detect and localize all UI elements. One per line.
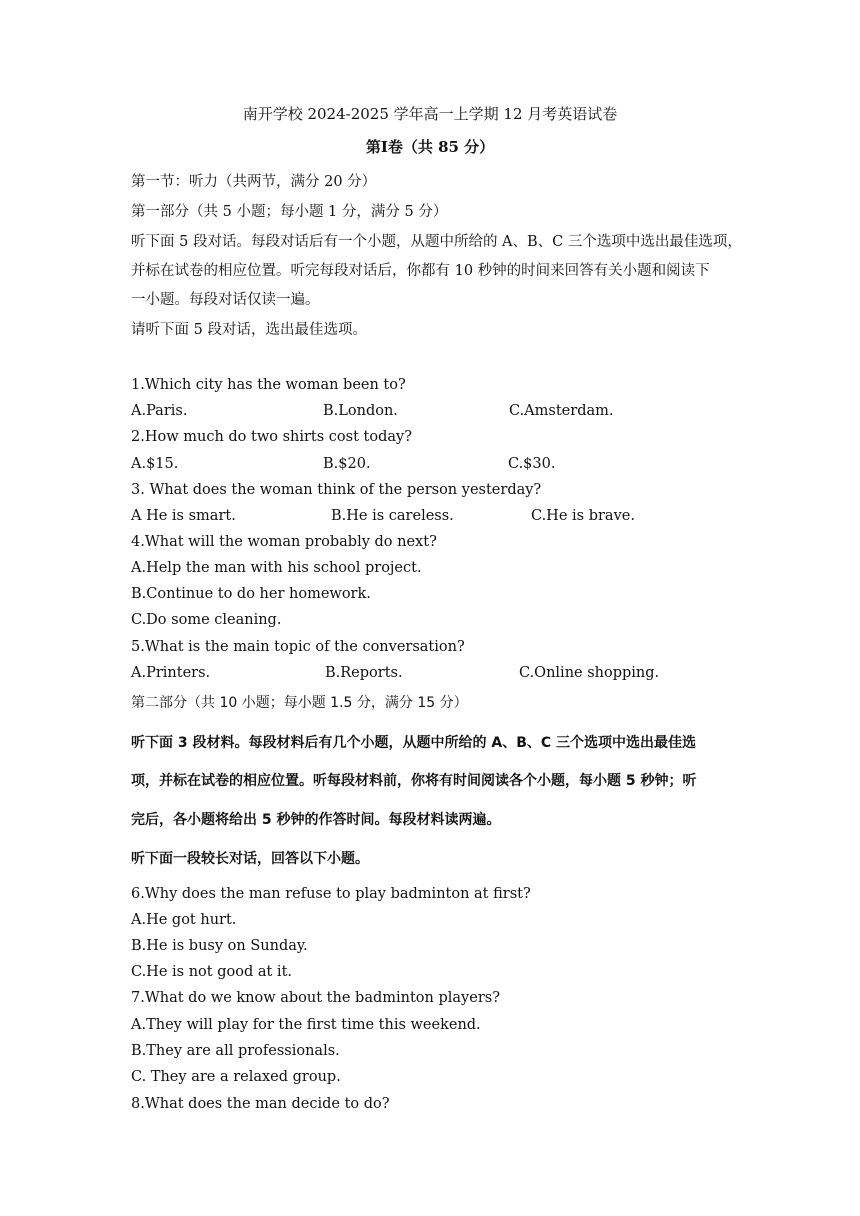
question-stem: 6.Why does the man refuse to play badminton at first? bbox=[131, 886, 531, 902]
option-c[interactable]: C.Online shopping. bbox=[519, 665, 660, 681]
option-c[interactable]: C.He is not good at it. bbox=[131, 964, 293, 980]
question-stem: 5.What is the main topic of the conversation? bbox=[131, 639, 465, 655]
option-c[interactable]: C.Amsterdam. bbox=[509, 403, 614, 419]
option-b[interactable]: B.He is busy on Sunday. bbox=[131, 938, 308, 954]
option-c[interactable]: C. They are a relaxed group. bbox=[131, 1069, 341, 1085]
option-a[interactable]: A.He got hurt. bbox=[131, 912, 237, 928]
listening-prompt: 请听下面 5 段对话，选出最佳选项。 bbox=[131, 322, 367, 338]
question-stem: 8.What does the man decide to do? bbox=[131, 1096, 390, 1112]
question-stem: 7.What do we know about the badminton players? bbox=[131, 990, 500, 1006]
question-stem: 2.How much do two shirts cost today? bbox=[131, 429, 412, 445]
option-b[interactable]: B.$20. bbox=[323, 456, 371, 472]
instructions-line: 听下面 3 段材料。每段材料后有几个小题，从题中所给的 A、B、C 三个选项中选出最佳选 bbox=[131, 735, 697, 751]
instructions-line: 一小题。每段对话仅读一遍。 bbox=[131, 292, 320, 308]
option-c[interactable]: C.$30. bbox=[508, 456, 556, 472]
exam-title: 南开学校 2024-2025 学年高一上学期 12 月考英语试卷 bbox=[242, 105, 618, 123]
option-a[interactable]: A.Help the man with his school project. bbox=[131, 560, 422, 576]
section-heading: 第一节：听力（共两节，满分 20 分） bbox=[131, 174, 377, 190]
option-b[interactable]: B.He is careless. bbox=[331, 508, 454, 524]
option-a[interactable]: A.$15. bbox=[131, 456, 179, 472]
instructions-line: 并标在试卷的相应位置。听完每段对话后，你都有 10 秒钟的时间来回答有关小题和阅读下 bbox=[131, 263, 710, 279]
listening-prompt: 听下面一段较长对话，回答以下小题。 bbox=[131, 851, 369, 867]
option-b[interactable]: B.Continue to do her homework. bbox=[131, 586, 371, 602]
question-stem: 1.Which city has the woman been to? bbox=[131, 377, 406, 393]
part2-heading: 第二部分（共 10 小题；每小题 1.5 分，满分 15 分） bbox=[131, 695, 468, 711]
option-a[interactable]: A.Printers. bbox=[131, 665, 211, 681]
option-a[interactable]: A He is smart. bbox=[131, 508, 236, 524]
paper-subtitle: 第Ⅰ卷（共 85 分） bbox=[365, 138, 495, 156]
part1-heading: 第一部分（共 5 小题；每小题 1 分，满分 5 分） bbox=[131, 204, 448, 220]
option-b[interactable]: B.London. bbox=[323, 403, 398, 419]
option-c[interactable]: C.Do some cleaning. bbox=[131, 612, 282, 628]
instructions-line: 听下面 5 段对话。每段对话后有一个小题，从题中所给的 A、B、C 三个选项中选出最佳选项， bbox=[131, 234, 742, 250]
option-b[interactable]: B.Reports. bbox=[325, 665, 403, 681]
instructions-line: 完后，各小题将给出 5 秒钟的作答时间。每段材料读两遍。 bbox=[131, 812, 501, 828]
question-stem: 4.What will the woman probably do next? bbox=[131, 534, 437, 550]
instructions-line: 项，并标在试卷的相应位置。听每段材料前，你将有时间阅读各个小题，每小题 5 秒钟；听 bbox=[131, 773, 697, 789]
option-b[interactable]: B.They are all professionals. bbox=[131, 1043, 340, 1059]
question-stem: 3. What does the woman think of the person yesterday? bbox=[131, 482, 542, 498]
option-a[interactable]: A.They will play for the first time this weekend. bbox=[131, 1017, 481, 1033]
option-a[interactable]: A.Paris. bbox=[131, 403, 188, 419]
option-c[interactable]: C.He is brave. bbox=[531, 508, 635, 524]
